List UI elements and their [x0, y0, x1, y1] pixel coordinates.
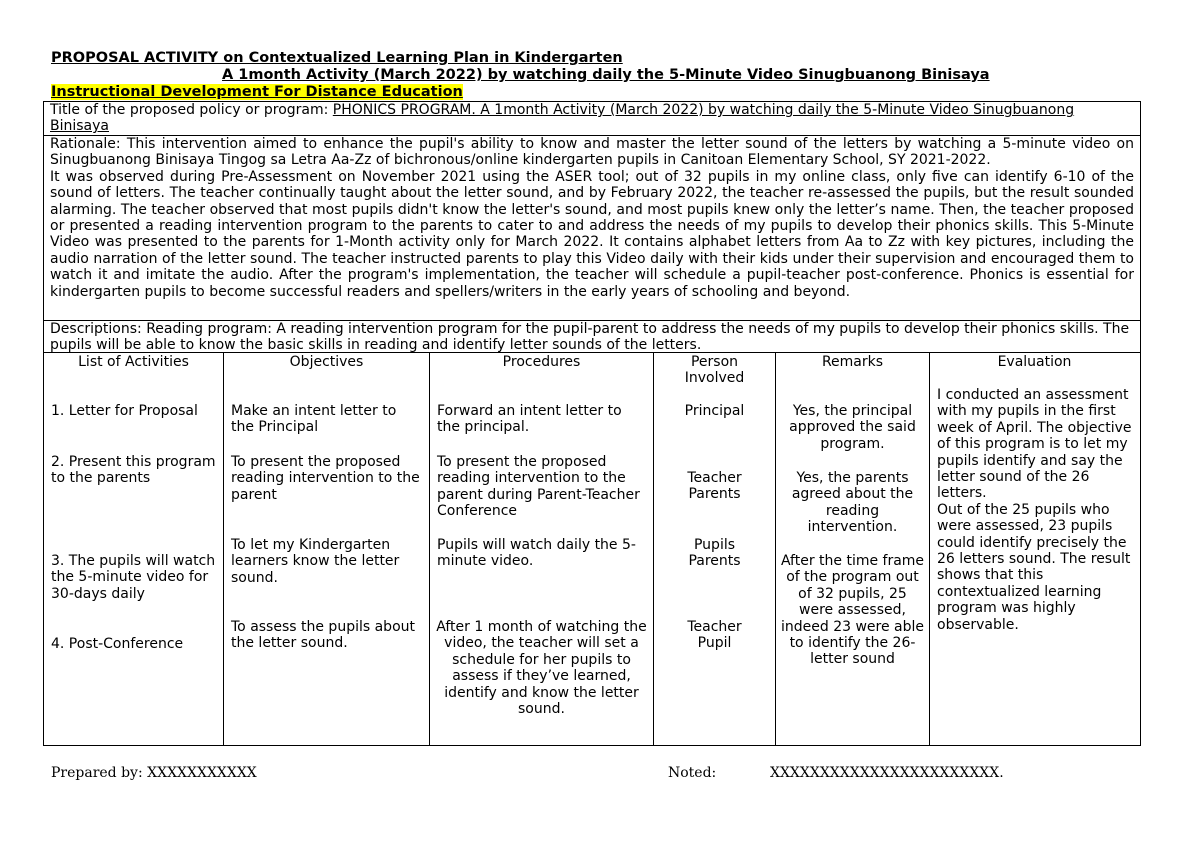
header-remarks: Remarks: [821, 354, 884, 370]
column-evaluation: [930, 353, 1139, 745]
highlighted-heading: Instructional Development For Distance Education: [51, 84, 463, 100]
rationale-section: [43, 135, 1141, 320]
column-objectives: [224, 353, 430, 745]
program-title: PHONICS PROGRAM. A 1month Activity (March 2022) by watching daily the 5-Minute Video Sinugbuanong Binisaya: [50, 102, 1075, 135]
procedure-4: After 1 month of watching the video, the teacher will set a schedule for her pupils to assess if they’ve learned, identify and know the letter sound.: [436, 619, 647, 718]
header-activities: List of Activities: [78, 354, 189, 370]
person-3: Pupils Parents: [688, 537, 741, 570]
description-section: [43, 320, 1141, 352]
column-persons: [654, 353, 776, 745]
procedure-1: Forward an intent letter to the principal.: [437, 403, 622, 436]
person-1: Principal: [684, 403, 745, 419]
objective-2: To present the proposed reading intervention to the parent: [231, 454, 420, 503]
person-4: Teacher Pupil: [687, 619, 742, 652]
activity-4: 4. Post-Conference: [51, 636, 184, 652]
remark-2: Yes, the parents agreed about the reading intervention.: [791, 470, 914, 536]
activities-table: [43, 352, 1141, 746]
document-subtitle: A 1month Activity (March 2022) by watching daily the 5-Minute Video Sinugbuanong Binisaya: [222, 67, 990, 83]
evaluation-text: I conducted an assessment with my pupils in the first week of April. The objective of this program is to let my pupils identify and say the letter sound of the 26 letters. Out of the 25 pupils who were assessed, 23 pupils could identify precisely the 26 letters sound. The result shows that this contextualized learning program was highly observable.: [937, 387, 1132, 633]
objective-1: Make an intent letter to the Principal: [231, 403, 397, 436]
header-evaluation: Evaluation: [997, 354, 1072, 370]
column-activities: [44, 353, 224, 745]
document-title: PROPOSAL ACTIVITY on Contextualized Learning Plan in Kindergarten: [51, 50, 623, 66]
description-text: Descriptions: Reading program: A reading intervention program for the pupil-parent to address the needs of my pupils to develop their phonics skills. The pupils will be able to know the basic skills in reading and identify letter sounds of the letters.: [50, 321, 1130, 354]
title-label: Title of the proposed policy or program:: [50, 102, 333, 118]
remark-1: Yes, the principal approved the said program.: [789, 403, 916, 452]
column-remarks: [776, 353, 930, 745]
noted-label: Noted:: [668, 765, 717, 781]
activity-3: 3. The pupils will watch the 5-minute video for 30-days daily: [51, 553, 216, 602]
procedure-3: Pupils will watch daily the 5-minute video.: [437, 537, 636, 570]
prepared-by-name: XXXXXXXXXXX: [147, 765, 257, 781]
noted-by-name: XXXXXXXXXXXXXXXXXXXXXXX.: [770, 765, 1004, 781]
person-2: Teacher Parents: [687, 470, 742, 503]
remark-3: After the time frame of the program out of 32 pupils, 25 were assessed, indeed 23 were able to identify the 26-letter sound: [780, 553, 925, 668]
title-row: [43, 101, 1141, 135]
column-procedures: [430, 353, 654, 745]
rationale-paragraph-2: It was observed during Pre-Assessment on November 2021 using the ASER tool; out of 32 pupils in my online class, only five can identify 6-10 of the sound of letters. The teacher continually taught about the letter sound, and by February 2022, the teacher re-assessed the pupils, but the result sounded alarming. The teacher observed that most pupils didn't know the letter's sound, and most pupils knew only the letter’s name. Then, the teacher proposed or presented a reading intervention program to the parents to cater to and address the needs of my pupils to develop their phonics skills. This 5-Minute Video was presented to the parents for 1-Month activity only for March 2022. It contains alphabet letters from Aa to Zz with key pictures, including the audio narration of the letter sound. The teacher instructed parents to play this Video daily with their kids under their supervision and encouraged them to watch it and imitate the audio. After the program's implementation, the teacher will schedule a pupil-teacher post-conference. Phonics is essential for kindergarten pupils to become successful readers and spellers/writers in the early years of schooling and beyond.: [50, 168, 1134, 300]
objective-3: To let my Kindergarten learners know the letter sound.: [231, 537, 400, 586]
activity-1: 1. Letter for Proposal: [51, 403, 198, 419]
activity-2: 2. Present this program to the parents: [51, 454, 216, 487]
objective-4: To assess the pupils about the letter sound.: [231, 619, 415, 652]
rationale-paragraph-1: Rationale: This intervention aimed to enhance the pupil's ability to know and master the letter sound of the letters by watching a 5-minute video on Sinugbuanong Binisaya Tingog sa Letra Aa-Zz of bichronous/online kindergarten pupils in Canitoan Elementary School, SY 2021-2022.: [50, 136, 1134, 169]
header-procedures: Procedures: [502, 354, 581, 370]
prepared-by-label: Prepared by:: [51, 765, 143, 781]
prepared-by: [51, 765, 257, 781]
procedure-2: To present the proposed reading intervention to the parent during Parent-Teacher Conference: [437, 454, 640, 520]
header-person-involved: Person Involved: [684, 354, 745, 387]
header-objectives: Objectives: [289, 354, 364, 370]
